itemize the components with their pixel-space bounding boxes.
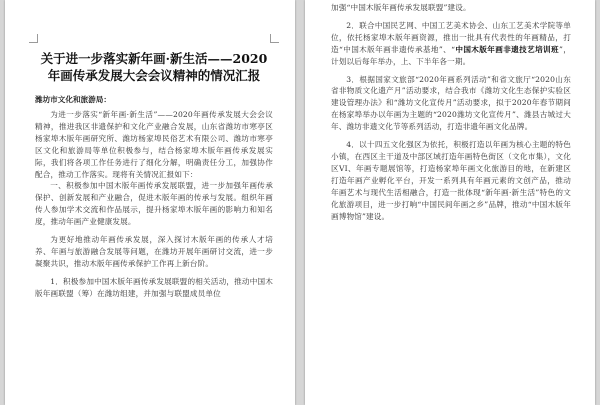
- paragraph: 3．根据国家文旅部“2020年画系列活动”和省文旅厅“2020山东省非物质文化遗产月”活动要求，结合我市《潍坊文化生态保护实验区建设管理办法》和“潍坊文化宣传月”活动要求，拟于2020年春节期间在杨家埠举办以年画为主题的“2020潍坊文化宣传月”、潍县古城过大年、潍坊非遗文化节等系列活动，打造非遗年画文化品牌。: [331, 74, 571, 132]
- title-line-2: 年画传承发展大会会议精神的情况汇报: [47, 68, 261, 83]
- paragraph: 4．以十四五文化强区为依托，积极打造以年画为核心主题的特色小镇，在西区主干道及中部区域打造年画特色街区（文化市集），文化区VI、年画专题展馆等，打造杨家埠年画文化旅游目的地，在新建区打造年画产业孵化平台，开发一系列具有年画元素的文创产品，推动年画艺术与现代生活相融合，打造一批体现“新年画·新生活”特色的文化旅游项目，进一步打响“中国民间年画之乡”品牌，推动“中国木版年画博物馆”建设。: [331, 140, 571, 221]
- document-title: [35, 50, 273, 84]
- document-page-left: [5, 0, 295, 405]
- paragraph: 加强“中国木版年画传承发展联盟”建设。: [331, 3, 471, 12]
- paragraph: 为进一步落实“新年画·新生活”——2020年画传承发展大会会议精神，推进我区非遗保护和文化产业融合发展，山东省潍坊市寒亭区杨家埠木版年画研究所、潍坊杨家埠民俗艺术有限公司、潍坊市寒亭区文化和旅游局等单位积极参与，结合杨家埠木版年画传承发展实际，我们将各项工作任务进行了细化分解，明确责任分工，加强协作配合，推动工作落实。现将有关情况汇报如下：: [35, 110, 273, 179]
- paragraph: 为更好地推动年画传承发展，深入探讨木版年画的传承人才培养、年画与旅游融合发展等问题，在潍坊开展年画研讨交流，进一步凝聚共识，推动木版年画传承保护工作再上新台阶。: [35, 235, 273, 268]
- document-page-right: [305, 0, 595, 405]
- title-line-1: 关于进一步落实新年画·新生活——2020: [40, 51, 268, 66]
- paragraph: 1．积极参加中国木版年画传承发展联盟的相关活动，推动中国木版年画联盟（筹）在潍坊组建，并加强与联盟成员单位: [35, 276, 273, 298]
- page-corner-mark: [270, 34, 279, 43]
- paragraph: 一、积极参加中国木版年画传承发展联盟，进一步加强年画传承保护、创新发展和产业融合，促进木版年画的传承与发展。组织年画传人参加学术交流和作品展示，提升杨家埠木版年画的影响力和知名度，推动年画产业健康发展。: [35, 181, 273, 227]
- salutation: 潍坊市文化和旅游局：: [35, 95, 111, 104]
- highlight-phrase: 中国木版年画非遗技艺培训班: [455, 44, 559, 54]
- paragraph: 2．联合中国民艺网、中国工艺美术协会、山东工艺美术学院等单位，依托杨家埠木版年画资源，推出一批具有代表性的年画精品，打造“中国木版年画非遗传承基地”、“中国木版年画非遗技艺培训班”，计划以后每年举办，上、下半年各一期。: [331, 20, 571, 66]
- page-corner-mark: [29, 34, 38, 43]
